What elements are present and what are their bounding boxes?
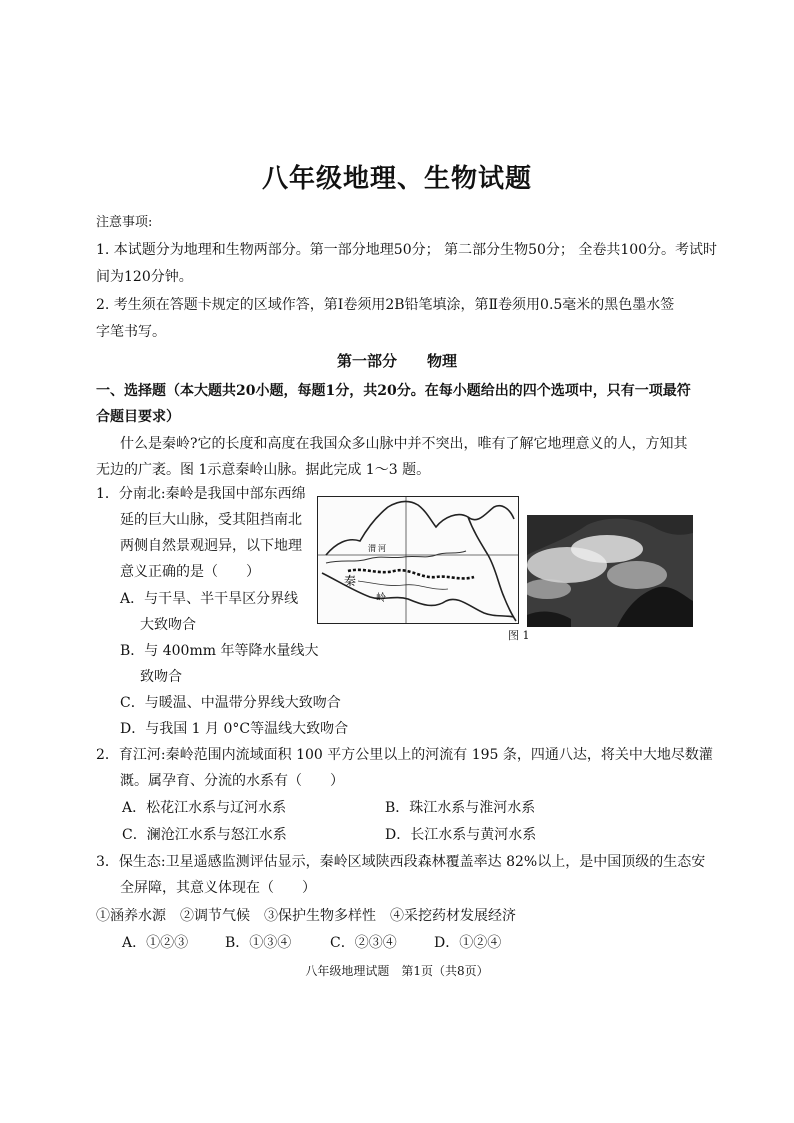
q1-stem-line-1: 1．分南北:秦岭是我国中部东西绵: [96, 486, 306, 502]
notice-heading: 注意事项:: [96, 215, 153, 230]
mcq-header-line-1: 一、选择题（本大题共20小题，每题1分，共20分。在每小题给出的四个选项中，只有一项最符: [96, 383, 691, 399]
q3-option-d: D．①②④: [434, 935, 502, 951]
han-river: [358, 581, 448, 589]
q3-option-c: C．②③④: [330, 935, 397, 951]
map-label-qin: 秦: [344, 574, 357, 588]
q2-option-d: D．长江水系与黄河水系: [385, 827, 537, 843]
q1-stem-line-3: 两侧自然景观迥异，以下地理: [120, 538, 302, 554]
section-part: 第一部分: [336, 352, 397, 370]
mcq-header-line-2: 合题目要求）: [96, 409, 180, 425]
q3-items: ①涵养水源 ②调节气候 ③保护生物多样性 ④采挖药材发展经济: [96, 908, 516, 924]
q2-option-b: B．珠江水系与淮河水系: [385, 800, 536, 816]
intro-line-1: 什么是秦岭?它的长度和高度在我国众多山脉中并不突出，唯有了解它地理意义的人，方知其: [120, 436, 688, 452]
qinling-photo: [527, 515, 693, 627]
q3-option-b: B．①③④: [225, 935, 292, 951]
q2-option-a: A．松花江水系与辽河水系: [122, 800, 287, 816]
page-title: 八年级地理、生物试题: [261, 164, 532, 194]
section-heading: [0, 350, 794, 371]
q1-option-c: C．与暖温、中温带分界线大致吻合: [120, 695, 341, 711]
section-subject: 物理: [427, 352, 458, 370]
q2-stem-line-1: 2．育江河:秦岭范围内流域面积 100 平方公里以上的河流有 195 条，四通八达，将关中大地尽数灌: [96, 747, 713, 763]
q1-option-a-line-2: 大致吻合: [140, 617, 196, 633]
q3-stem-line-1: 3．保生态:卫星遥感监测评估显示，秦岭区域陕西段森林覆盖率达 82%以上，是中国顶级的生态安: [96, 854, 706, 870]
q1-stem-line-2: 延的巨大山脉，受其阻挡南北: [120, 512, 302, 528]
intro-line-2: 无边的广袤。图 1示意秦岭山脉。据此完成 1～3 题。: [96, 462, 431, 478]
notice-item-2-line-1: 2. 考生须在答题卡规定的区域作答，第Ⅰ卷须用2B铅笔填涂，第Ⅱ卷须用0.5毫米的黑色墨水签: [96, 297, 675, 313]
wei-river: [326, 551, 466, 563]
qinling-map-drawing: [318, 497, 518, 623]
figure-caption: 图 1: [508, 629, 530, 642]
notice-item-2-line-2: 字笔书写。: [96, 324, 166, 340]
qinling-map: [317, 496, 519, 624]
q2-stem-line-2: 溉。属孕育、分流的水系有（ ）: [120, 773, 344, 789]
boundary-north: [326, 501, 514, 555]
q1-option-b-line-1: B．与 400mm 年等降水量线大: [120, 643, 319, 659]
boundary-east: [468, 517, 516, 621]
map-label-he: 河: [378, 544, 386, 553]
map-label-wei: 渭: [368, 544, 376, 553]
q3-option-a: A．①②③: [122, 935, 189, 951]
q1-stem-line-4: 意义正确的是（ ）: [120, 564, 260, 580]
q2-option-c: C．澜沧江水系与怒江水系: [122, 827, 287, 843]
qinling-range: [348, 570, 474, 579]
q3-stem-line-2: 全屏障，其意义体现在（ ）: [120, 880, 316, 896]
page-footer: 八年级地理试题 第1页（共8页）: [305, 964, 489, 978]
map-label-ling: 岭: [376, 593, 386, 604]
notice-item-1-line-2: 间为120分钟。: [96, 269, 193, 285]
q1-option-a-line-1: A．与干旱、半干旱区分界线: [120, 591, 299, 607]
q1-option-d: D．与我国 1 月 0°C等温线大致吻合: [120, 721, 349, 737]
q1-option-b-line-2: 致吻合: [140, 669, 182, 685]
notice-item-1-line-1: 1. 本试题分为地理和生物两部分。第一部分地理50分； 第二部分生物50分； 全卷共100分。考试时: [96, 242, 718, 258]
qinling-photo-drawing: [527, 515, 693, 627]
